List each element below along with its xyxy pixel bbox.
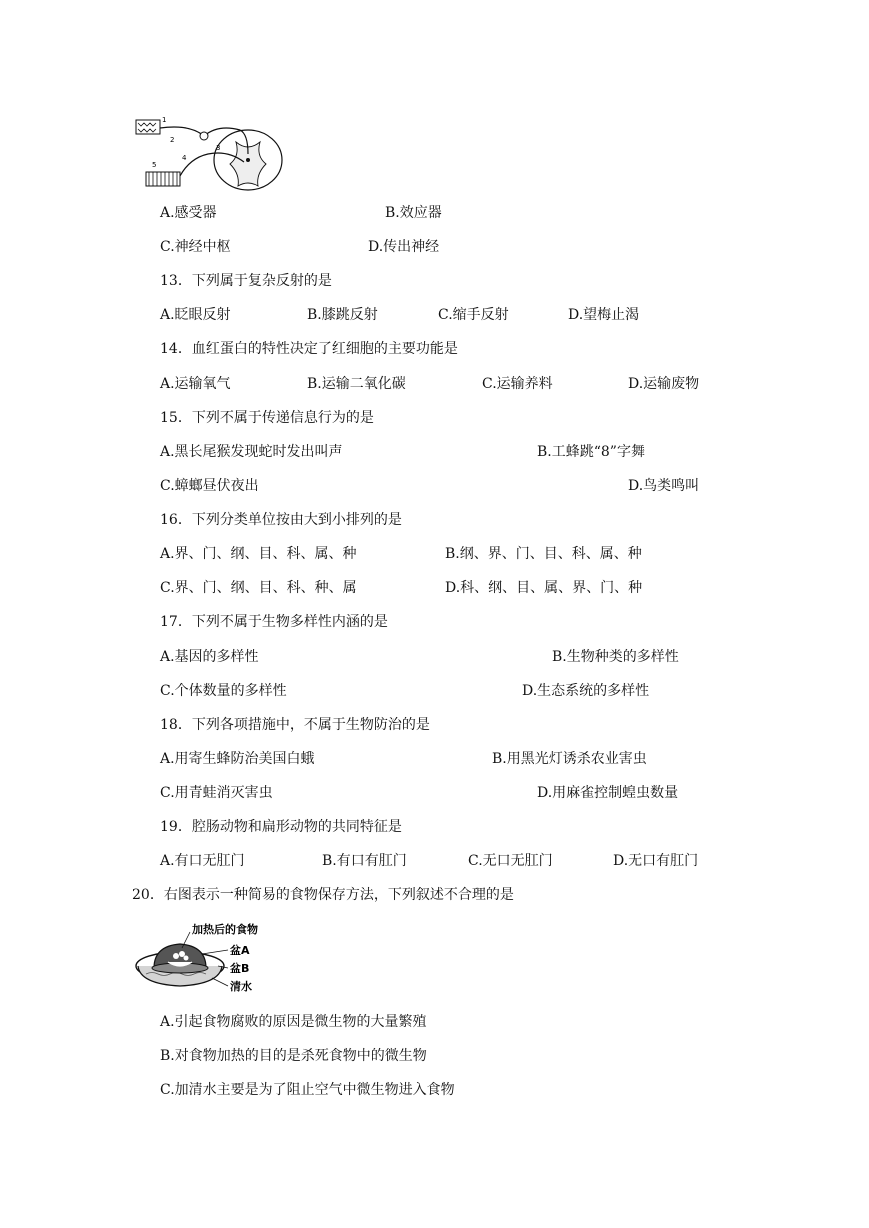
q18-stem: 18．下列各项措施中，不属于生物防治的是 <box>160 717 430 733</box>
q18-option-b: B.用黑光灯诱杀农业害虫 <box>492 751 647 767</box>
q16-option-b: B.纲、界、门、目、科、属、种 <box>445 546 642 562</box>
figure-label-4: 4 <box>182 154 187 162</box>
food-preservation-diagram-icon <box>132 922 278 998</box>
q17-option-a: A.基因的多样性 <box>160 649 259 665</box>
receptor-block <box>136 120 160 134</box>
q18-option-c: C.用青蛙消灭害虫 <box>160 785 273 801</box>
figure-label-5: 5 <box>152 161 157 169</box>
q18-option-a: A.用寄生蜂防治美国白蛾 <box>160 751 315 767</box>
q20-option-b: B.对食物加热的目的是杀死食物中的微生物 <box>160 1048 427 1064</box>
q17-option-d: D.生态系统的多样性 <box>522 683 650 699</box>
q13-option-d: D.望梅止渴 <box>568 307 640 323</box>
label-basin-b: 盆B <box>230 962 250 975</box>
figure-label-1: 1 <box>162 116 167 124</box>
q17-option-b: B.生物种类的多样性 <box>552 649 679 665</box>
q19-option-c: C.无口无肛门 <box>468 853 553 869</box>
q19-option-d: D.无口有肛门 <box>613 853 699 869</box>
q15-stem: 15．下列不属于传递信息行为的是 <box>160 410 374 426</box>
q19-option-a: A.有口无肛门 <box>160 853 245 869</box>
q19-stem: 19．腔肠动物和扁形动物的共同特征是 <box>160 819 402 835</box>
q14-stem: 14．血红蛋白的特性决定了红细胞的主要功能是 <box>160 341 458 357</box>
q12-option-b: B.效应器 <box>385 205 442 221</box>
basin-a <box>152 944 208 973</box>
label-heated-food: 加热后的食物 <box>192 923 258 936</box>
q15-option-d: D.鸟类鸣叫 <box>628 478 700 494</box>
q17-option-c: C.个体数量的多样性 <box>160 683 287 699</box>
q15-option-a: A.黑长尾猴发现蛇时发出叫声 <box>160 444 343 460</box>
q15-option-c: C.蟑螂昼伏夜出 <box>160 478 259 494</box>
q20-option-c: C.加清水主要是为了阻止空气中微生物进入食物 <box>160 1082 455 1098</box>
effector-block <box>146 172 180 186</box>
q14-option-b: B.运输二氧化碳 <box>307 376 406 392</box>
label-water: 清水 <box>230 980 252 993</box>
q19-option-b: B.有口有肛门 <box>322 853 407 869</box>
q15-option-b: B.工蜂跳“8”字舞 <box>537 444 645 460</box>
figure-label-3: 3 <box>216 144 221 152</box>
q13-stem: 13．下列属于复杂反射的是 <box>160 273 332 289</box>
q20-option-a: A.引起食物腐败的原因是微生物的大量繁殖 <box>160 1014 427 1030</box>
q14-option-d: D.运输废物 <box>628 376 700 392</box>
q16-option-c: C.界、门、纲、目、科、种、属 <box>160 580 357 596</box>
spinal-cord-section <box>214 130 282 190</box>
q17-stem: 17．下列不属于生物多样性内涵的是 <box>160 614 388 630</box>
q16-option-d: D.科、纲、目、属、界、门、种 <box>445 580 643 596</box>
q12-option-a: A.感受器 <box>160 205 217 221</box>
q14-option-a: A.运输氧气 <box>160 376 231 392</box>
q14-option-c: C.运输养料 <box>482 376 553 392</box>
q12-option-d: D.传出神经 <box>368 239 440 255</box>
figure-label-2: 2 <box>170 136 175 144</box>
q18-option-d: D.用麻雀控制蝗虫数量 <box>537 785 679 801</box>
q16-option-a: A.界、门、纲、目、科、属、种 <box>160 546 357 562</box>
q13-option-a: A.眨眼反射 <box>160 307 231 323</box>
q20-stem: 20．右图表示一种简易的食物保存方法，下列叙述不合理的是 <box>132 887 514 903</box>
q13-option-c: C.缩手反射 <box>438 307 509 323</box>
reflex-arc-diagram-icon <box>132 112 286 196</box>
q16-stem: 16．下列分类单位按由大到小排列的是 <box>160 512 402 528</box>
q12-option-c: C.神经中枢 <box>160 239 231 255</box>
q13-option-b: B.膝跳反射 <box>307 307 378 323</box>
label-basin-a: 盆A <box>230 944 250 957</box>
